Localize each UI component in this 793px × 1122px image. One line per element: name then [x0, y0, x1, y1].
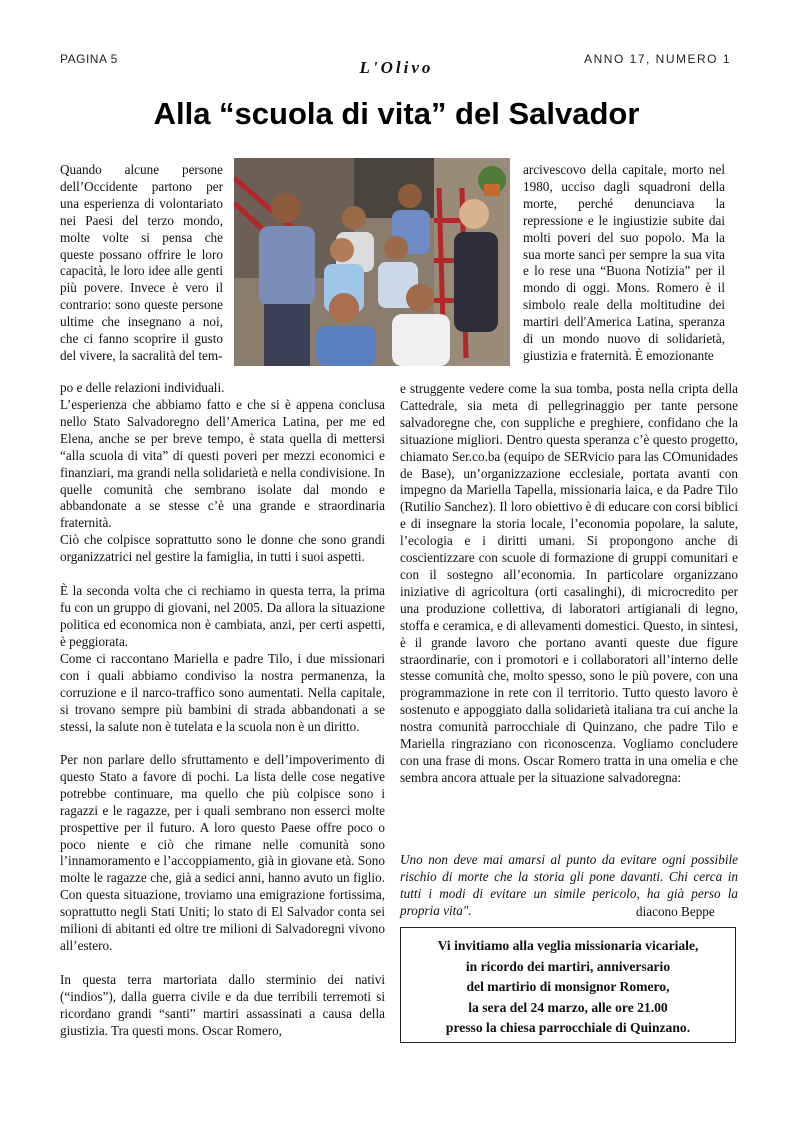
article-title: Alla “scuola di vita” del Salvador	[153, 96, 640, 131]
article-paragraph-second-visit: È la seconda volta che ci rechiamo in questa terra, la prima fu con un gruppo di giovani, nel 2005. Da allora la situazione politica ed economica non è cambiata, anzi, per certi aspetti, è peggiorata.	[60, 583, 385, 649]
article-paragraph-martyrs: In questa terra martoriata dallo sterminio dei nativi (“indios”), dalla guerra civile e da due terribili terremoti si ricordano grandi “santi” martiri assassinati a causa della giustizia. Tra questi mons. Oscar Romero,	[60, 972, 385, 1038]
article-paragraph-project: e struggente vedere come la sua tomba, posta nella cripta della Cattedrale, sia meta di pellegrinaggio per tante persone salvadoregne che, con suppliche e preghiere, confidano che la situazione migliori. Dentro questa speranza c’è questo progetto, chiamato Ser.co.ba (equipo de SERvicio para las COmunidades de Base), un’organizzazione ecclesiale, portata avanti con impegno da Mariella Tapella, missionaria laica, e da Padre Tilo (Rutilio Sanchez). Il loro obiettivo è di educare con corsi biblici e di insegnare la storia locale, l’economia popolare, la salute, l’ecologia e i diritti umani. Si propongono anche di coscientizzare con scuole di formazione di gruppi comunitari e con il sostegno all’economia. In particolare organizzano iniziative di agricoltura (orti casalinghi), di microcredito per una produzione collettiva, di laboratori artigianali di legno, stoffa e ceramica, e di allevamenti domestici. Questo, in sintesi, è il grande lavoro che portano avanti queste due figure straordinarie, con i promotori e i collaboratori all’interno delle stesse comunità che, molto spesso, sono le più povere, con una programmazione in rete con il territorio. Tutto questo lavoro è sostenuto e appoggiato dalla solidarietà italiana tra cui anche la nostra comunità parrocchiale di Quinzano, che padre Tilo e Mariella ringraziano con riconoscenza. Vogliamo concludere con una frase di mons. Oscar Romero tratta in una omelia e che sembra ancora attuale per la situazione salvadoregna:	[400, 381, 738, 785]
notice-line: del martirio di monsignor Romero,	[466, 979, 670, 995]
page-number: PAGINA 5	[60, 52, 118, 66]
issue-label: ANNO 17, NUMERO 1	[584, 52, 731, 66]
article-paragraph-romero: arcivescovo della capitale, morto nel 1980, ucciso dagli squadroni della morte, perché denunciava la repressione e le ingiustizie subite dai molti poveri del suo popolo. Ma la sua morte sancì per sempre la sua vita e lo rese una “Buona Notizia” per il mondo di oggi. Mons. Romero è il simbolo reale della moltitudine dei martiri dell'America Latina, speranza di un mondo nuovo di solidarietà, giustizia e fraternità. È emozionante	[523, 162, 725, 363]
article-paragraph-women: Ciò che colpisce soprattutto sono le donne che sono grandi organizzatrici nel gestire la famiglia, in tutti i suoi aspetti.	[60, 532, 385, 564]
notice-line: presso la chiesa parrocchiale di Quinzano.	[445, 1020, 691, 1036]
article-paragraph-intro: Quando alcune persone dell’Occidente partono per una esperienza di volontariato nei Paesi del terzo mondo, molte volte si pensa che queste possano offrire le loro capacità, le loro idee alle genti più povere. Invece è vero il contrario: sono queste persone ultime che insegnano a noi, che ci fanno scoprire il gusto del vivere, la sacralità del tem-	[60, 162, 223, 363]
article-paragraph-exploitation: Per non parlare dello sfruttamento e dell’impoverimento di questo Stato a favore di pochi. La lista delle cose negative potrebbe continuare, ma quello che più colpisce sono i ragazzi e le ragazze, per i quali sembrano non esserci molte prospettive per il futuro. A loro questo Paese offre poco o poco niente e ciò che rimane nelle comunità sono l’innamoramento e l’accoppiamento, già in giovane età. Sono molte le ragazze che, già a sedici anni, hanno avuto un figlio. Con questa situazione, troviamo una emigrazione fortissima, soprattutto negli Stati Uniti; lo stato di El Salvador conta sei milioni di abitanti ed oltre tre milioni di Salvadoregni vivono all’estero.	[60, 752, 385, 953]
article-paragraph-intro-end: po e delle relazioni individuali.	[60, 380, 225, 395]
group-photo	[234, 158, 510, 366]
article-paragraph-experience: L’esperienza che abbiamo fatto e che si è appena conclusa nello Stato Salvadoregno dell’America Latina, per me ed Elena, anche se per breve tempo, è stata quella di mettersi “alla scuola di vita” di questi poveri per mezzi economici e finanziari, ma grandi nella solidarietà e nella condivisione. In quelle comunità che sembrano isolate dal mondo e abbandonate a se stesse c’è una grande e straordinaria fraternità.	[60, 397, 385, 531]
notice-line: in ricordo dei martiri, anniversario	[465, 958, 671, 974]
notice-line: Vi invitiamo alla veglia missionaria vicariale,	[437, 938, 699, 953]
group-photo-image	[234, 158, 510, 366]
event-notice-box	[400, 927, 736, 1043]
article-paragraph-capital: Come ci raccontano Mariella e padre Tilo, i due missionari con i quali abbiamo condiviso la nostra permanenza, la corruzione e il narco-traffico sono aumentati. Nella capitale, si trovano sempre più bambini di strada abbandonati a se stessi, la salute non è tutelata e la scuola non è un diritto.	[60, 651, 385, 734]
romero-quote: Uno non deve mai amarsi al punto da evitare ogni possibile rischio di morte che la storia gli pone davanti. Chi cerca in tutti i modi di evitare un simile pericolo, ha già perso la propria vita".	[400, 852, 738, 918]
notice-line: la sera del 24 marzo, alle ore 21.00	[468, 999, 668, 1015]
publication-title: L'Olivo	[359, 58, 434, 77]
article-signature: diacono Beppe	[636, 904, 715, 919]
